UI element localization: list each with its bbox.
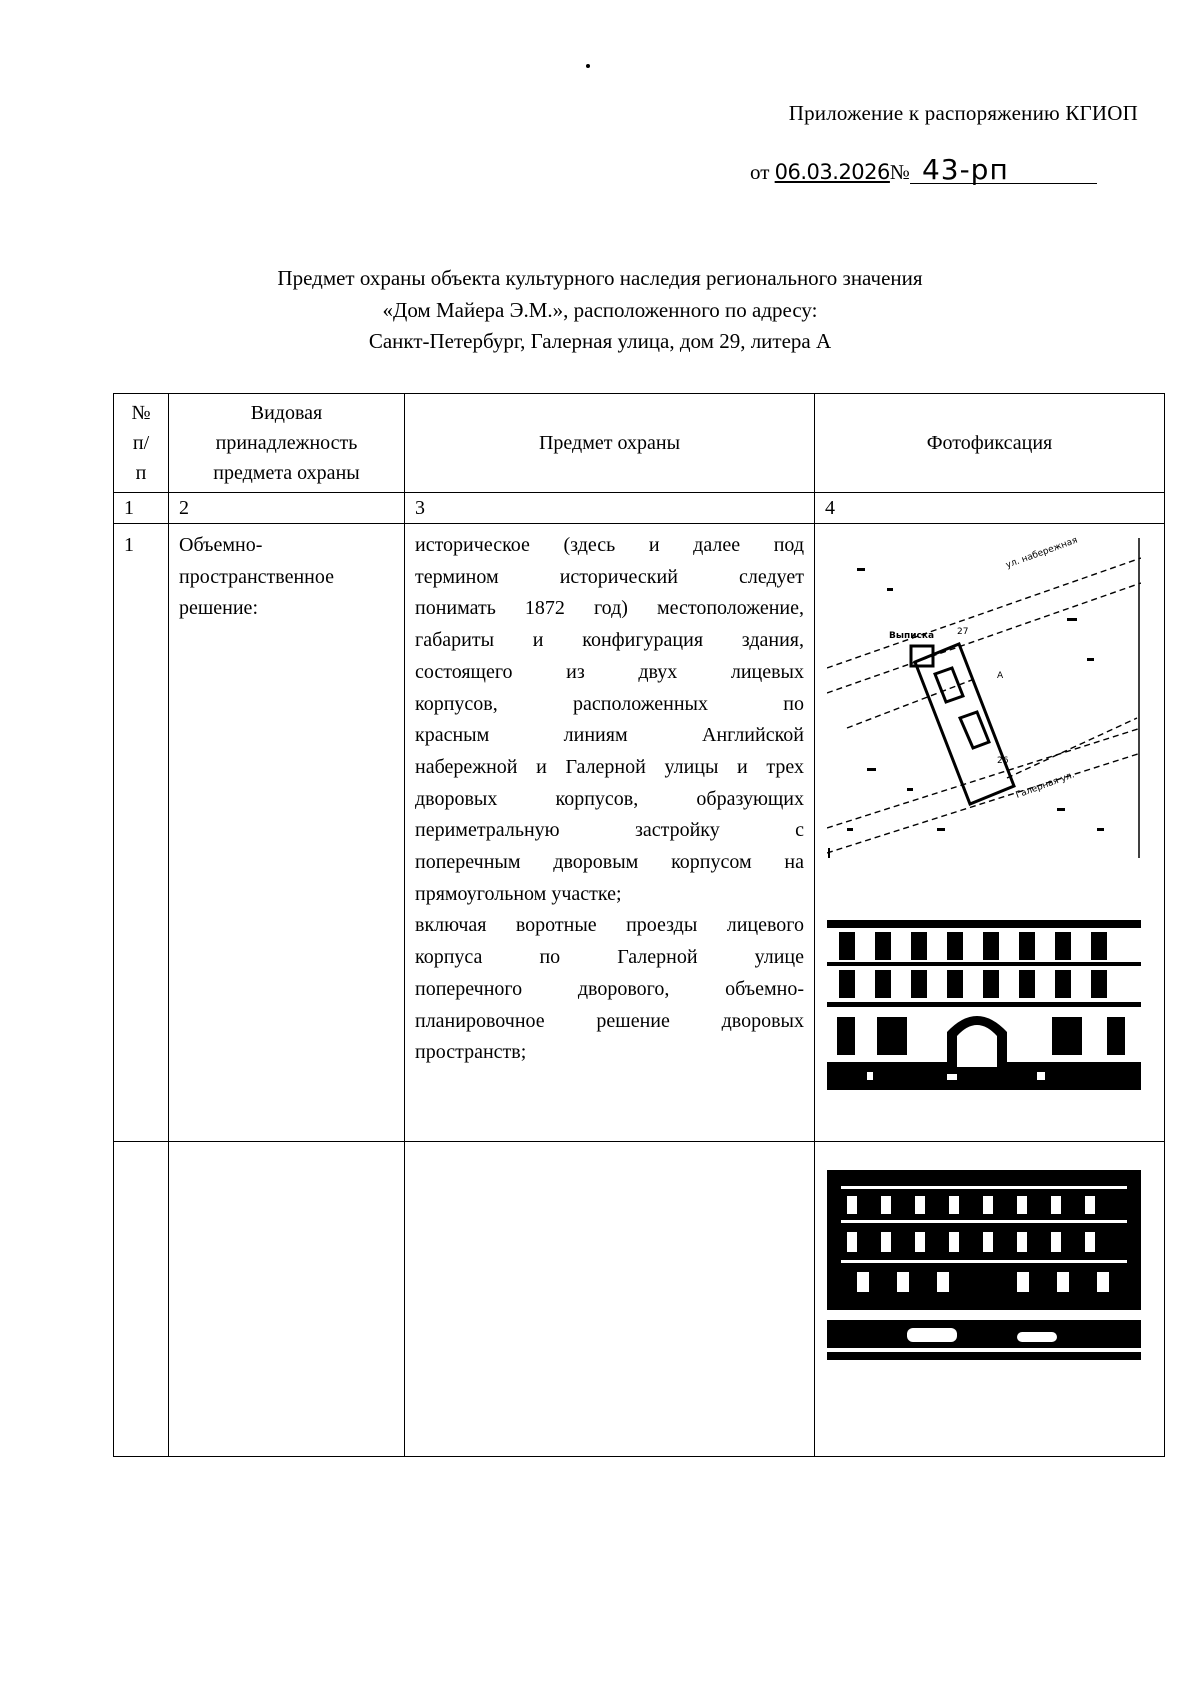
empty-cell xyxy=(169,1142,405,1457)
title-line-1: Предмет охраны объекта культурного наследия регионального значения xyxy=(277,266,923,290)
table-header-row xyxy=(114,394,1165,493)
number-sign: № xyxy=(889,160,910,184)
subject-line: состоящего из двух лицевых xyxy=(415,660,804,683)
subject-line: корпуса по Галерной улице xyxy=(415,946,804,969)
subject-line: корпусов, расположенных по xyxy=(415,692,804,715)
map-label: Выписка xyxy=(889,631,935,641)
index-cell: 4 xyxy=(815,493,1165,524)
table-row xyxy=(114,524,1165,1142)
subject-line: прямоугольном участке; xyxy=(415,882,622,905)
svg-text:ул. набережная: ул. набережная xyxy=(1004,535,1079,571)
subject-line: поперечного дворового, объемно- xyxy=(415,977,804,1000)
index-cell: 1 xyxy=(114,493,169,524)
row-photos xyxy=(815,1142,1165,1457)
subject-line: габариты и конфигурация здания, xyxy=(415,629,804,652)
subject-line: пространств; xyxy=(415,1041,527,1064)
speck xyxy=(586,64,590,68)
empty-cell xyxy=(114,1142,169,1457)
photo-gap xyxy=(815,868,1164,902)
index-cell: 3 xyxy=(405,493,815,524)
protection-subject-table xyxy=(113,393,1165,1457)
order-number: 43-рп xyxy=(910,157,1097,184)
row-number-text: 1 xyxy=(124,534,134,556)
order-date: 06.03.2026 xyxy=(774,160,890,184)
order-date-line xyxy=(750,153,1097,186)
svg-text:27: 27 xyxy=(957,627,969,637)
header-subject: Предмет охраны xyxy=(405,394,815,493)
svg-text:А: А xyxy=(997,671,1004,681)
subject-line: историческое (здесь и далее под xyxy=(415,534,804,556)
subject-line: поперечным дворовым корпусом на xyxy=(415,851,804,874)
document-title xyxy=(0,263,1200,358)
index-cell: 2 xyxy=(169,493,405,524)
subject-line: периметральную застройку с xyxy=(415,819,804,842)
subject-line: термином исторический следует xyxy=(415,565,804,588)
row-kind xyxy=(169,524,405,1142)
title-line-3: Санкт-Петербург, Галерная улица, дом 29, литера А xyxy=(368,329,832,353)
date-prefix: от xyxy=(750,160,770,184)
appendix-label: Приложение к распоряжению КГИОП xyxy=(788,101,1138,125)
subject-line: понимать 1872 год) местоположение, xyxy=(415,597,804,620)
subject-line: планировочное решение дворовых xyxy=(415,1009,804,1032)
facade-photo-2 xyxy=(827,1160,1141,1360)
header-number: № п/п xyxy=(114,394,169,493)
row-kind-text: Объемно-пространственное решение: xyxy=(179,534,334,620)
row-number xyxy=(114,524,169,1142)
table-row xyxy=(114,1142,1165,1457)
subject-line: красным линиям Английской xyxy=(415,724,804,747)
site-plan-image xyxy=(827,528,1141,868)
row-subject-text xyxy=(405,524,814,1069)
subject-line: набережной и Галерной улицы и трех xyxy=(415,755,804,778)
subject-line: дворовых корпусов, образующих xyxy=(415,787,804,810)
header-photo: Фотофиксация xyxy=(815,394,1165,493)
row-photos xyxy=(815,524,1165,1142)
svg-text:Галерная ул.: Галерная ул. xyxy=(1014,770,1076,801)
facade-photo-1 xyxy=(827,902,1141,1090)
column-index-row xyxy=(114,493,1165,524)
title-line-2: «Дом Майера Э.М.», расположенного по адресу: xyxy=(382,297,818,322)
empty-cell xyxy=(405,1142,815,1457)
subject-line: включая воротные проезды лицевого xyxy=(415,914,804,937)
header-kind: Видовая принадлежность предмета охраны xyxy=(169,394,405,493)
row-subject xyxy=(405,524,815,1142)
svg-text:26: 26 xyxy=(997,756,1009,766)
